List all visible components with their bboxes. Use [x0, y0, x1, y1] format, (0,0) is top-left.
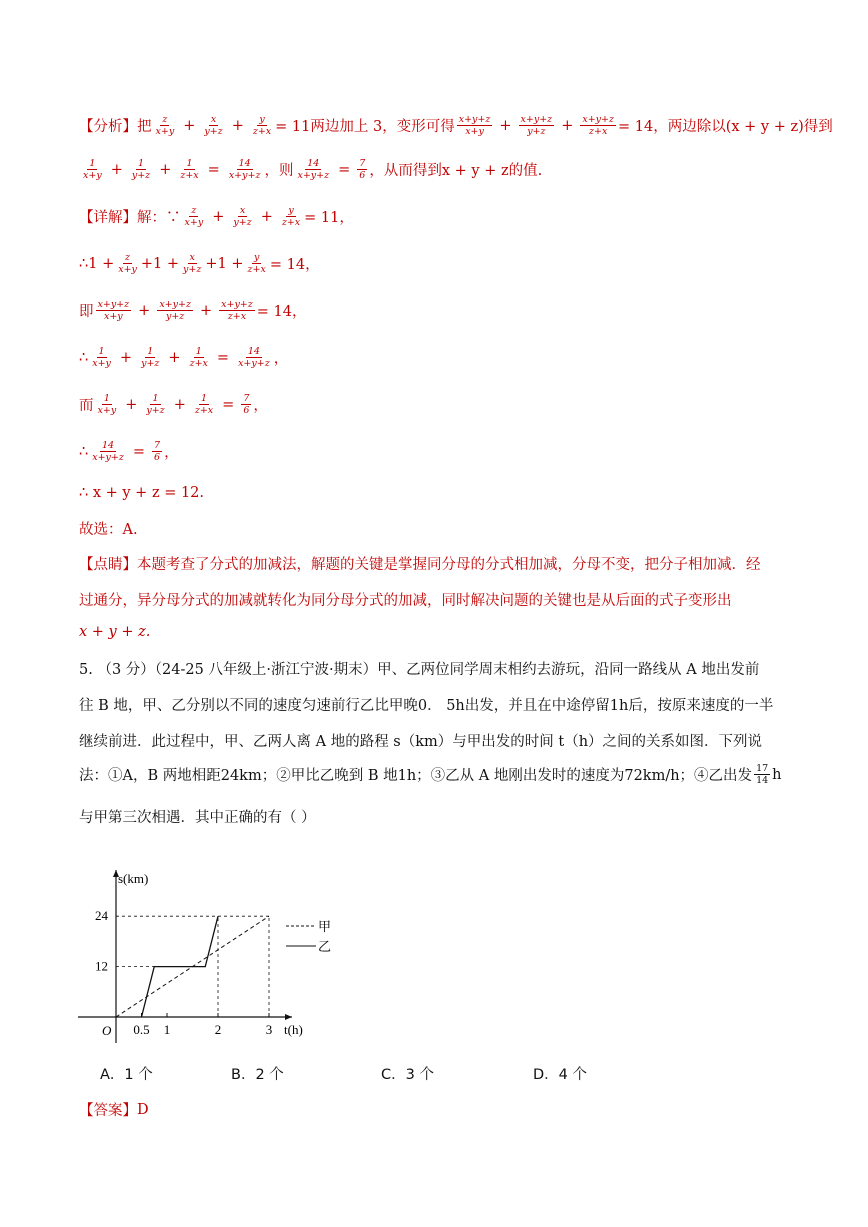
fraction: $\frac{1}{x+y}$ — [83, 158, 102, 181]
fraction: $\frac{1}{y+z}$ — [141, 346, 160, 369]
fraction: $\frac{7}{6}$ — [154, 440, 161, 463]
fraction: $\frac{17}{14}$ — [756, 763, 769, 786]
fraction: $\frac{7}{6}$ — [243, 393, 250, 416]
comment-tag: 【点睛】 — [79, 557, 137, 573]
fraction: $\frac{14}{x+y+z}$ — [92, 440, 124, 463]
y-axis-label: s(km) — [118, 871, 149, 886]
origin-label: O — [102, 1023, 112, 1038]
legend-label: 甲 — [318, 919, 332, 934]
fraction: $\frac{1}{y+z}$ — [146, 393, 165, 416]
distance-time-chart — [70, 860, 370, 1045]
analysis-line-1: 【分析】 把 $\frac{z}{x+y}$ + $\frac{x}{y+z}$ + $\frac{y}{z+x}$ = 11两边加上 3，变形可得 $\frac{x+y+z}{x+y}$ + $\frac{x+y+z}{y+z}$ + $\frac{x+y+z}{z+x}$ = 14，两边除以(x + y + z)得到 — [79, 114, 833, 137]
detail-line-2: ∴ 1 + $\frac{z}{x+y}$ +1 + $\frac{x}{y+z}$ +1 + $\frac{y}{z+x}$ = 14， — [79, 252, 320, 275]
x-axis-arrow — [285, 1014, 292, 1020]
y-tick-label: 24 — [95, 908, 108, 924]
fraction: $\frac{1}{x+y}$ — [97, 393, 117, 416]
fraction: $\frac{z}{x+y}$ — [118, 252, 137, 275]
y-tick-label: 12 — [95, 958, 108, 974]
question-line-1: 5. （3 分）（24-25 八年级上·浙江宁波·期末）甲、乙两位同学周末相约去游玩，沿同一路线从 A 地出发前 — [79, 662, 760, 678]
fraction: $\frac{x+y+z}{x+y}$ — [97, 299, 130, 322]
detail-line-6: ∴ $\frac{14}{x+y+z}$ = $\frac{7}{6}$ ， — [79, 440, 179, 463]
analysis-line-2: $\frac{1}{x+y}$ + $\frac{1}{y+z}$ + $\frac{1}{z+x}$ = $\frac{14}{x+y+z}$ ，则 $\frac{14}{x+y+z}$ = $\frac{7}{6}$ ，从而得到x + y + z的值. — [83, 158, 543, 181]
fraction: $\frac{x}{y+z}$ — [204, 114, 223, 137]
detail-line-1: 【详解】 解：∵ $\frac{z}{x+y}$ + $\frac{x}{y+z}$ + $\frac{y}{z+x}$ = 11， — [79, 205, 354, 228]
x-axis-label: t(h) — [284, 1022, 303, 1037]
detail-tag: 【详解】 — [79, 210, 137, 226]
question-line-3: 继续前进．此过程中，甲、乙两人离 A 地的路程 s（km）与甲出发的时间 t（h）之间的关系如图．下列说 — [79, 734, 763, 750]
fraction: $\frac{y}{z+x}$ — [252, 114, 272, 137]
comment-line-3: x + y + z. — [79, 624, 151, 640]
fraction: $\frac{14}{x+y+z}$ — [228, 158, 261, 181]
question-line-5: 与甲第三次相遇．其中正确的有（ ） — [79, 810, 316, 826]
answer-value: D — [137, 1101, 149, 1118]
fraction: $\frac{14}{x+y+z}$ — [238, 346, 270, 369]
option-b[interactable]: B．2 个 — [231, 1067, 284, 1083]
detail-line-5: 而 $\frac{1}{x+y}$ + $\frac{1}{y+z}$ + $\frac{1}{z+x}$ = $\frac{7}{6}$ ， — [79, 393, 268, 416]
fraction: $\frac{x+y+z}{z+x}$ — [582, 114, 614, 137]
fraction: $\frac{1}{z+x}$ — [194, 393, 214, 416]
detail-choice: 故选：A. — [79, 522, 138, 538]
detail-line-3: 即 $\frac{x+y+z}{x+y}$ + $\frac{x+y+z}{y+z}$ + $\frac{x+y+z}{z+x}$ = 14， — [79, 299, 307, 322]
option-c[interactable]: C．3 个 — [381, 1067, 434, 1083]
fraction: $\frac{z}{x+y}$ — [184, 205, 204, 228]
fraction: $\frac{x}{y+z}$ — [233, 205, 252, 228]
comment-line-2: 过通分，异分母分式的加减就转化为同分母分式的加减，同时解决问题的关键也是从后面的式子变形出 — [79, 593, 732, 609]
answer-tag: 【答案】 — [79, 1103, 137, 1119]
x-tick-label: 2 — [214, 1022, 222, 1037]
answer-line — [79, 1099, 149, 1120]
x-tick-label: 0.5 — [133, 1022, 150, 1037]
fraction: $\frac{14}{x+y+z}$ — [297, 158, 330, 181]
x-tick-label: 3 — [265, 1022, 273, 1037]
detail-line-4: ∴ $\frac{1}{x+y}$ + $\frac{1}{y+z}$ + $\frac{1}{z+x}$ = $\frac{14}{x+y+z}$ ， — [79, 346, 289, 369]
option-a[interactable]: A．1 个 — [100, 1067, 153, 1083]
fraction: $\frac{y}{z+x}$ — [247, 252, 266, 275]
fraction: $\frac{x}{y+z}$ — [183, 252, 202, 275]
fraction: $\frac{1}{y+z}$ — [131, 158, 151, 181]
question-line-4: 法：①A，B 两地相距24km；②甲比乙晚到 B 地1h；③乙从 A 地刚出发时的速度为72km/h；④乙出发 $\frac{17}{14}$ h — [79, 763, 782, 786]
fraction: $\frac{y}{z+x}$ — [281, 205, 301, 228]
comment-line-1: 【点睛】 本题考查了分式的加减法，解题的关键是掌握同分母的分式相加减，分母不变，把分子相加减．经 — [79, 553, 761, 574]
x-tick-label: 1 — [163, 1022, 171, 1037]
fraction: $\frac{x+y+z}{y+z}$ — [520, 114, 553, 137]
analysis-tag: 【分析】 — [79, 119, 137, 135]
fraction: $\frac{1}{z+x}$ — [180, 158, 199, 181]
option-d[interactable]: D．4 个 — [533, 1067, 587, 1083]
legend-label: 乙 — [318, 939, 332, 954]
fraction: $\frac{x+y+z}{z+x}$ — [221, 299, 253, 322]
fraction: $\frac{x+y+z}{x+y}$ — [458, 114, 491, 137]
question-line-2: 往 B 地，甲、乙分别以不同的速度匀速前行乙比甲晚0． 5h出发，并且在中途停留1h后，按原来速度的一半 — [79, 698, 774, 714]
fraction: $\frac{x+y+z}{y+z}$ — [159, 299, 191, 322]
fraction: $\frac{7}{6}$ — [359, 158, 366, 181]
detail-final: ∴ x + y + z = 12. — [79, 485, 205, 501]
fraction: $\frac{1}{x+y}$ — [92, 346, 111, 369]
fraction: $\frac{1}{z+x}$ — [189, 346, 208, 369]
fraction: $\frac{z}{x+y}$ — [155, 114, 175, 137]
